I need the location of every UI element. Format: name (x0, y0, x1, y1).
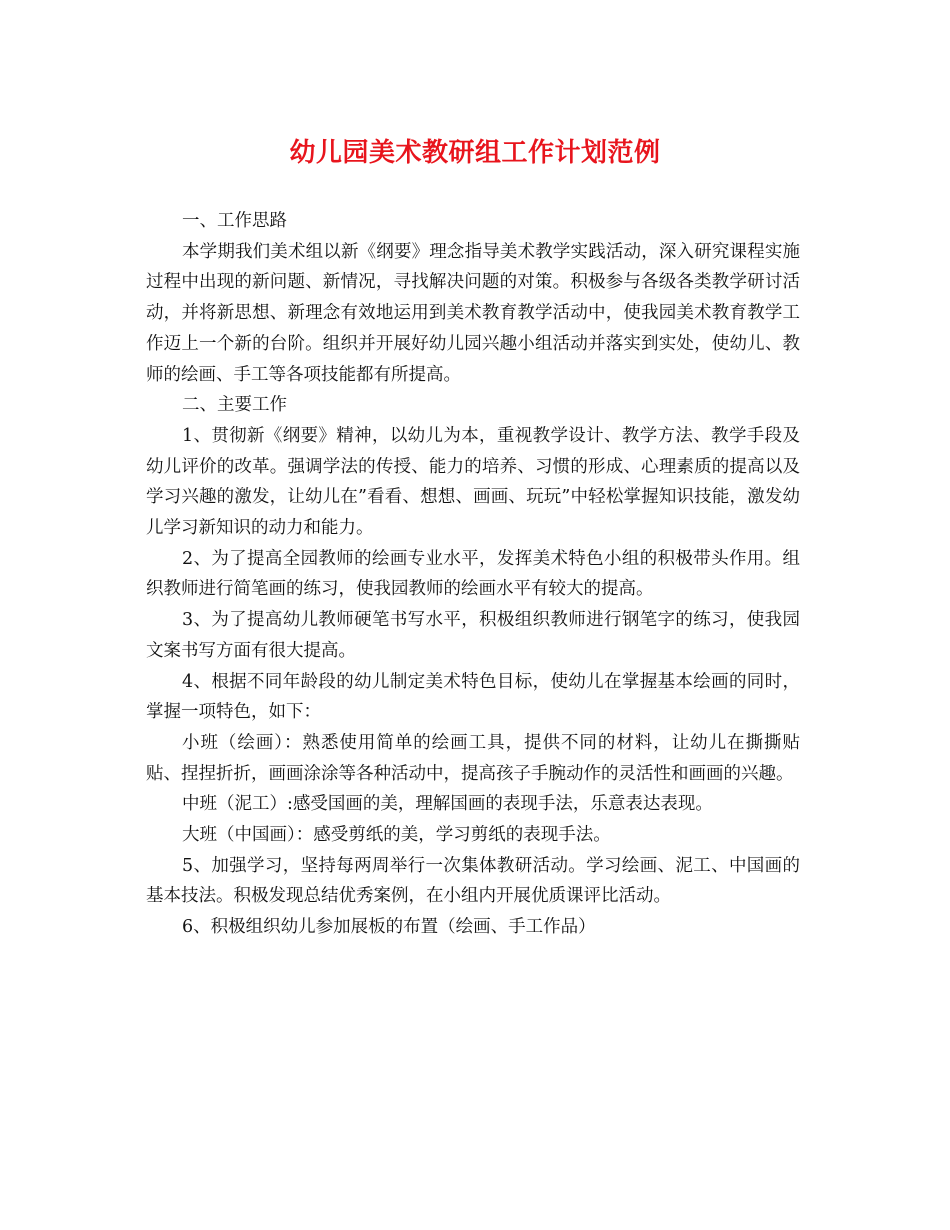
paragraph-item-3: 3、为了提高幼儿教师硬笔书写水平，积极组织教师进行钢笔字的练习，使我园文案书写方面有很大提高。 (146, 610, 800, 661)
paragraph-item-4: 4、根据不同年龄段的幼儿制定美术特色目标，使幼儿在掌握基本绘画的同时，掌握一项特色，如下： (146, 671, 800, 723)
paragraph-item-5: 5、加强学习，坚持每两周举行一次集体教研活动。学习绘画、泥工、中国画的基本技法。积极发现总结优秀案例，在小组内开展优质课评比活动。 (146, 855, 800, 907)
paragraph-small-class: 小班（绘画）：熟悉使用简单的绘画工具，提供不同的材料，让幼儿在撕撕贴贴、捏捏折折，画画涂涂等各种活动中，提高孩子手腕动作的灵活性和画画的兴趣。 (146, 732, 800, 784)
paragraph-item-1: 1、贯彻新《纲要》精神，以幼儿为本，重视教学设计、教学方法、教学手段及幼儿评价的改革。强调学法的传授、能力的培养、习惯的形成、心理素质的提高以及学习兴趣的激发，让幼儿在”看看、想想、画画、玩玩”中轻松掌握知识技能，激发幼儿学习新知识的动力和能力。 (146, 425, 800, 539)
section-heading-main-work: 二、主要工作 (182, 395, 287, 416)
document-title: 幼儿园美术教研组工作计划范例 (289, 138, 661, 168)
paragraph-work-idea: 本学期我们美术组以新《纲要》理念指导美术教学实践活动，深入研究课程实施过程中出现的新问题、新情况，寻找解决问题的对策。积极参与各级各类教学研讨活动，并将新思想、新理念有效地运用到美术教育教学活动中，使我园美术教育教学工作迈上一个新的台阶。组织并开展好幼儿园兴趣小组活动并落实到实处，使幼儿、教师的绘画、手工等各项技能都有所提高。 (146, 241, 800, 385)
section-heading-work-idea: 一、工作思路 (182, 211, 287, 231)
paragraph-item-6: 6、积极组织幼儿参加展板的布置（绘画、手工作品） (182, 917, 596, 938)
paragraph-item-2: 2、为了提高全园教师的绘画专业水平，发挥美术特色小组的积极带头作用。组织教师进行简笔画的练习，使我园教师的绘画水平有较大的提高。 (146, 548, 800, 600)
document-body (146, 206, 800, 943)
paragraph-large-class: 大班（中国画）：感受剪纸的美，学习剪纸的表现手法。 (182, 825, 611, 846)
paragraph-middle-class: 中班（泥工）:感受国画的美，理解国画的表现手法，乐意表达表现。 (182, 794, 713, 815)
